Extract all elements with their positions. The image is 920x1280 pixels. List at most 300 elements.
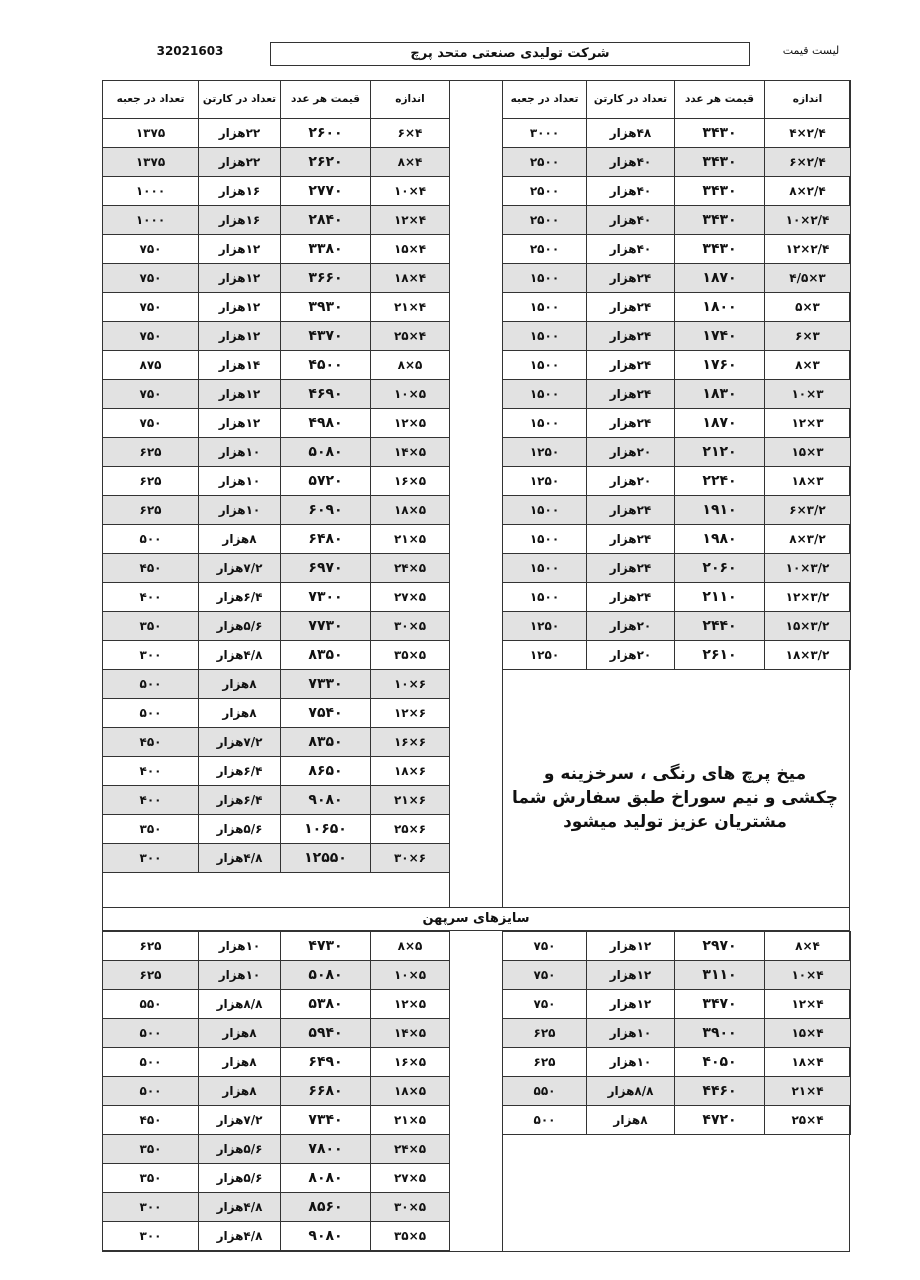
table-row — [103, 554, 450, 583]
cell-unit-price: ۴۷۲۰ — [675, 1106, 765, 1135]
cell-unit-price: ۲۱۱۰ — [675, 583, 765, 612]
table-row — [103, 786, 450, 815]
cell-box-qty: ۱۰۰۰ — [103, 177, 199, 206]
cell-size: ۵×۸ — [371, 351, 450, 380]
cell-size: ۳×۵ — [765, 293, 851, 322]
cell-unit-price: ۱۷۶۰ — [675, 351, 765, 380]
cell-carton-qty: ۶/۴هزار — [199, 786, 281, 815]
cell-size: ۵×۱۴ — [371, 438, 450, 467]
column-header-size: اندازه — [371, 81, 450, 119]
cell-box-qty: ۱۲۵۰ — [503, 438, 587, 467]
cell-carton-qty: ۸هزار — [199, 1077, 281, 1106]
column-header-box: تعداد در جعبه — [503, 81, 587, 119]
cell-carton-qty: ۴۰هزار — [587, 177, 675, 206]
table-row — [503, 177, 851, 206]
cell-size: ۳/۲×۱۲ — [765, 583, 851, 612]
table-row — [503, 932, 851, 961]
rivet-price-table-right — [502, 80, 851, 670]
cell-box-qty: ۳۰۰ — [103, 844, 199, 873]
note-line-3: مشتریان عزیز تولید میشود — [563, 812, 787, 832]
cell-box-qty: ۷۵۰ — [503, 961, 587, 990]
cell-box-qty: ۳۰۰ — [103, 1193, 199, 1222]
cell-size: ۴×۱۵ — [765, 1019, 851, 1048]
cell-unit-price: ۱۹۸۰ — [675, 525, 765, 554]
cell-carton-qty: ۱۰هزار — [199, 496, 281, 525]
cell-carton-qty: ۲۴هزار — [587, 351, 675, 380]
cell-box-qty: ۷۵۰ — [503, 932, 587, 961]
wide-head-price-table-left — [102, 931, 450, 1251]
cell-unit-price: ۱۸۳۰ — [675, 380, 765, 409]
cell-carton-qty: ۱۲هزار — [199, 380, 281, 409]
cell-unit-price: ۶۴۹۰ — [281, 1048, 371, 1077]
cell-size: ۴×۱۸ — [765, 1048, 851, 1077]
cell-box-qty: ۳۵۰ — [103, 815, 199, 844]
cell-size: ۶×۲۵ — [371, 815, 450, 844]
table-row — [103, 148, 450, 177]
cell-size: ۵×۱۰ — [371, 380, 450, 409]
cell-unit-price: ۴۵۰۰ — [281, 351, 371, 380]
cell-unit-price: ۳۶۶۰ — [281, 264, 371, 293]
cell-size: ۵×۱۰ — [371, 961, 450, 990]
cell-carton-qty: ۲۰هزار — [587, 438, 675, 467]
cell-box-qty: ۱۰۰۰ — [103, 206, 199, 235]
cell-carton-qty: ۸/۸هزار — [587, 1077, 675, 1106]
cell-unit-price: ۴۳۷۰ — [281, 322, 371, 351]
cell-carton-qty: ۲۴هزار — [587, 554, 675, 583]
cell-carton-qty: ۴۰هزار — [587, 235, 675, 264]
cell-box-qty: ۲۵۰۰ — [503, 206, 587, 235]
cell-unit-price: ۷۳۴۰ — [281, 1106, 371, 1135]
cell-size: ۴×۲۵ — [371, 322, 450, 351]
cell-carton-qty: ۱۲هزار — [199, 409, 281, 438]
table-row — [103, 438, 450, 467]
cell-carton-qty: ۵/۶هزار — [199, 1135, 281, 1164]
cell-box-qty: ۱۲۵۰ — [503, 467, 587, 496]
column-header-price: قیمت هر عدد — [281, 81, 371, 119]
cell-size: ۳/۲×۶ — [765, 496, 851, 525]
cell-size: ۴×۱۸ — [371, 264, 450, 293]
table-row — [103, 1077, 450, 1106]
cell-box-qty: ۲۵۰۰ — [503, 177, 587, 206]
cell-carton-qty: ۱۰هزار — [199, 961, 281, 990]
cell-size: ۳/۲×۸ — [765, 525, 851, 554]
cell-unit-price: ۳۴۳۰ — [675, 177, 765, 206]
cell-size: ۵×۳۰ — [371, 612, 450, 641]
column-header-price: قیمت هر عدد — [675, 81, 765, 119]
cell-size: ۵×۲۴ — [371, 554, 450, 583]
cell-size: ۵×۳۵ — [371, 1222, 450, 1251]
table-row — [103, 670, 450, 699]
cell-carton-qty: ۸هزار — [199, 1019, 281, 1048]
cell-carton-qty: ۸/۸هزار — [199, 990, 281, 1019]
cell-carton-qty: ۷/۲هزار — [199, 728, 281, 757]
cell-size: ۳×۴/۵ — [765, 264, 851, 293]
table-row — [103, 525, 450, 554]
cell-size: ۶×۱۲ — [371, 699, 450, 728]
cell-carton-qty: ۱۶هزار — [199, 206, 281, 235]
table-row — [503, 1106, 851, 1135]
cell-carton-qty: ۸هزار — [199, 699, 281, 728]
cell-unit-price: ۶۶۸۰ — [281, 1077, 371, 1106]
cell-box-qty: ۷۵۰ — [103, 380, 199, 409]
cell-carton-qty: ۱۲هزار — [587, 961, 675, 990]
cell-unit-price: ۲۴۴۰ — [675, 612, 765, 641]
cell-carton-qty: ۶/۴هزار — [199, 757, 281, 786]
table-row — [503, 119, 851, 148]
cell-size: ۳×۱۸ — [765, 467, 851, 496]
table-row — [503, 467, 851, 496]
cell-carton-qty: ۴/۸هزار — [199, 1222, 281, 1251]
cell-unit-price: ۵۳۸۰ — [281, 990, 371, 1019]
cell-unit-price: ۶۴۸۰ — [281, 525, 371, 554]
cell-size: ۴×۱۲ — [371, 206, 450, 235]
cell-carton-qty: ۴/۸هزار — [199, 1193, 281, 1222]
cell-size: ۴×۱۰ — [765, 961, 851, 990]
table-row — [503, 961, 851, 990]
cell-box-qty: ۶۲۵ — [103, 932, 199, 961]
wide-head-section-title: سایزهای سرپهن — [103, 907, 849, 931]
column-header-carton: تعداد در کارتن — [199, 81, 281, 119]
table-row — [503, 235, 851, 264]
cell-box-qty: ۱۵۰۰ — [503, 293, 587, 322]
cell-carton-qty: ۱۰هزار — [199, 438, 281, 467]
cell-box-qty: ۱۵۰۰ — [503, 264, 587, 293]
table-header-row — [103, 81, 450, 119]
table-row — [103, 641, 450, 670]
cell-carton-qty: ۱۰هزار — [199, 467, 281, 496]
table-row — [103, 699, 450, 728]
cell-box-qty: ۴۵۰ — [103, 728, 199, 757]
cell-carton-qty: ۲۲هزار — [199, 148, 281, 177]
cell-unit-price: ۶۹۷۰ — [281, 554, 371, 583]
cell-unit-price: ۷۷۳۰ — [281, 612, 371, 641]
cell-box-qty: ۱۲۵۰ — [503, 641, 587, 670]
cell-size: ۵×۱۴ — [371, 1019, 450, 1048]
cell-box-qty: ۴۰۰ — [103, 583, 199, 612]
table-row — [503, 409, 851, 438]
cell-box-qty: ۱۳۷۵ — [103, 119, 199, 148]
price-list-label: لیست قیمت — [782, 44, 840, 57]
table-row — [103, 467, 450, 496]
cell-size: ۵×۱۲ — [371, 990, 450, 1019]
cell-unit-price: ۳۴۳۰ — [675, 206, 765, 235]
cell-carton-qty: ۴۰هزار — [587, 148, 675, 177]
table-row — [103, 293, 450, 322]
table-row — [103, 119, 450, 148]
table-row — [503, 554, 851, 583]
cell-carton-qty: ۲۰هزار — [587, 641, 675, 670]
cell-carton-qty: ۱۰هزار — [587, 1048, 675, 1077]
cell-carton-qty: ۱۲هزار — [199, 322, 281, 351]
table-row — [503, 380, 851, 409]
cell-carton-qty: ۱۰هزار — [199, 932, 281, 961]
table-row — [503, 1077, 851, 1106]
cell-unit-price: ۹۰۸۰ — [281, 786, 371, 815]
cell-carton-qty: ۲۰هزار — [587, 467, 675, 496]
table-row — [103, 1164, 450, 1193]
table-row — [103, 932, 450, 961]
table-row — [103, 177, 450, 206]
cell-box-qty: ۵۰۰ — [103, 1077, 199, 1106]
cell-size: ۵×۱۶ — [371, 467, 450, 496]
cell-unit-price: ۹۰۸۰ — [281, 1222, 371, 1251]
cell-carton-qty: ۵/۶هزار — [199, 612, 281, 641]
cell-size: ۳×۱۲ — [765, 409, 851, 438]
cell-box-qty: ۳۰۰ — [103, 641, 199, 670]
cell-box-qty: ۱۵۰۰ — [503, 554, 587, 583]
table-row — [503, 1048, 851, 1077]
cell-size: ۲/۴×۸ — [765, 177, 851, 206]
cell-carton-qty: ۲۰هزار — [587, 612, 675, 641]
cell-carton-qty: ۲۲هزار — [199, 119, 281, 148]
table-row — [103, 1135, 450, 1164]
cell-unit-price: ۵۰۸۰ — [281, 961, 371, 990]
cell-carton-qty: ۴۰هزار — [587, 206, 675, 235]
cell-size: ۵×۲۴ — [371, 1135, 450, 1164]
cell-unit-price: ۴۰۵۰ — [675, 1048, 765, 1077]
cell-carton-qty: ۲۴هزار — [587, 525, 675, 554]
cell-carton-qty: ۸هزار — [199, 525, 281, 554]
cell-box-qty: ۴۵۰ — [103, 554, 199, 583]
cell-size: ۵×۲۷ — [371, 583, 450, 612]
table-row — [103, 322, 450, 351]
table-row — [103, 351, 450, 380]
cell-box-qty: ۳۵۰ — [103, 1135, 199, 1164]
table-row — [503, 1019, 851, 1048]
cell-carton-qty: ۷/۲هزار — [199, 554, 281, 583]
cell-unit-price: ۴۴۶۰ — [675, 1077, 765, 1106]
cell-box-qty: ۴۰۰ — [103, 786, 199, 815]
cell-unit-price: ۱۸۷۰ — [675, 264, 765, 293]
cell-size: ۶×۲۱ — [371, 786, 450, 815]
cell-unit-price: ۱۹۱۰ — [675, 496, 765, 525]
cell-unit-price: ۱۰۶۵۰ — [281, 815, 371, 844]
cell-unit-price: ۵۹۴۰ — [281, 1019, 371, 1048]
cell-box-qty: ۴۰۰ — [103, 757, 199, 786]
table-row — [103, 844, 450, 873]
cell-carton-qty: ۵/۶هزار — [199, 1164, 281, 1193]
cell-size: ۴×۱۰ — [371, 177, 450, 206]
cell-unit-price: ۲۷۷۰ — [281, 177, 371, 206]
column-header-box: تعداد در جعبه — [103, 81, 199, 119]
column-header-carton: تعداد در کارتن — [587, 81, 675, 119]
table-row — [103, 1048, 450, 1077]
cell-size: ۵×۸ — [371, 932, 450, 961]
cell-box-qty: ۴۵۰ — [103, 1106, 199, 1135]
cell-carton-qty: ۱۲هزار — [587, 932, 675, 961]
table-row — [103, 990, 450, 1019]
cell-box-qty: ۵۵۰ — [103, 990, 199, 1019]
table-row — [103, 1106, 450, 1135]
cell-box-qty: ۶۲۵ — [503, 1019, 587, 1048]
cell-size: ۳/۲×۱۸ — [765, 641, 851, 670]
cell-box-qty: ۵۰۰ — [103, 1048, 199, 1077]
cell-size: ۵×۱۶ — [371, 1048, 450, 1077]
cell-size: ۳×۱۰ — [765, 380, 851, 409]
table-header-row — [503, 81, 851, 119]
cell-box-qty: ۷۵۰ — [103, 293, 199, 322]
cell-box-qty: ۶۲۵ — [103, 467, 199, 496]
table-row — [103, 728, 450, 757]
cell-carton-qty: ۲۴هزار — [587, 409, 675, 438]
cell-size: ۵×۲۱ — [371, 525, 450, 554]
cell-carton-qty: ۸هزار — [199, 1048, 281, 1077]
cell-unit-price: ۸۳۵۰ — [281, 641, 371, 670]
cell-box-qty: ۷۵۰ — [103, 322, 199, 351]
cell-carton-qty: ۴/۸هزار — [199, 641, 281, 670]
cell-carton-qty: ۲۴هزار — [587, 380, 675, 409]
cell-box-qty: ۲۵۰۰ — [503, 235, 587, 264]
cell-unit-price: ۸۰۸۰ — [281, 1164, 371, 1193]
cell-size: ۵×۱۸ — [371, 1077, 450, 1106]
table-row — [503, 322, 851, 351]
cell-box-qty: ۵۰۰ — [103, 1019, 199, 1048]
cell-unit-price: ۲۹۷۰ — [675, 932, 765, 961]
cell-size: ۴×۶ — [371, 119, 450, 148]
cell-box-qty: ۷۵۰ — [103, 235, 199, 264]
cell-carton-qty: ۱۲هزار — [587, 990, 675, 1019]
cell-box-qty: ۶۲۵ — [503, 1048, 587, 1077]
cell-unit-price: ۷۳۳۰ — [281, 670, 371, 699]
note-line-2: چکشی و نیم سوراخ طبق سفارش شما — [512, 788, 838, 808]
table-row — [503, 351, 851, 380]
table-row — [503, 293, 851, 322]
cell-size: ۵×۱۸ — [371, 496, 450, 525]
cell-unit-price: ۲۱۲۰ — [675, 438, 765, 467]
cell-box-qty: ۳۵۰ — [103, 1164, 199, 1193]
cell-size: ۲/۴×۴ — [765, 119, 851, 148]
cell-box-qty: ۳۰۰۰ — [503, 119, 587, 148]
table-row — [103, 757, 450, 786]
wide-head-price-table-right — [502, 931, 851, 1135]
cell-box-qty: ۱۵۰۰ — [503, 380, 587, 409]
cell-size: ۶×۱۸ — [371, 757, 450, 786]
cell-unit-price: ۱۷۴۰ — [675, 322, 765, 351]
cell-box-qty: ۱۵۰۰ — [503, 409, 587, 438]
cell-unit-price: ۸۵۶۰ — [281, 1193, 371, 1222]
cell-unit-price: ۸۶۵۰ — [281, 757, 371, 786]
cell-unit-price: ۸۳۵۰ — [281, 728, 371, 757]
cell-carton-qty: ۲۴هزار — [587, 264, 675, 293]
cell-box-qty: ۱۵۰۰ — [503, 496, 587, 525]
cell-box-qty: ۱۵۰۰ — [503, 351, 587, 380]
cell-carton-qty: ۴/۸هزار — [199, 844, 281, 873]
cell-box-qty: ۶۲۵ — [103, 496, 199, 525]
table-row — [503, 612, 851, 641]
cell-carton-qty: ۵/۶هزار — [199, 815, 281, 844]
cell-carton-qty: ۱۴هزار — [199, 351, 281, 380]
cell-size: ۴×۲۱ — [371, 293, 450, 322]
cell-unit-price: ۳۱۱۰ — [675, 961, 765, 990]
cell-unit-price: ۵۰۸۰ — [281, 438, 371, 467]
cell-unit-price: ۲۸۴۰ — [281, 206, 371, 235]
cell-unit-price: ۴۷۳۰ — [281, 932, 371, 961]
table-row — [103, 380, 450, 409]
cell-unit-price: ۷۵۴۰ — [281, 699, 371, 728]
cell-box-qty: ۱۲۵۰ — [503, 612, 587, 641]
table-row — [503, 206, 851, 235]
cell-size: ۵×۱۲ — [371, 409, 450, 438]
cell-unit-price: ۳۳۸۰ — [281, 235, 371, 264]
cell-box-qty: ۵۰۰ — [103, 699, 199, 728]
cell-unit-price: ۳۹۰۰ — [675, 1019, 765, 1048]
cell-unit-price: ۳۴۳۰ — [675, 148, 765, 177]
cell-carton-qty: ۶/۴هزار — [199, 583, 281, 612]
cell-unit-price: ۱۸۷۰ — [675, 409, 765, 438]
cell-size: ۶×۳۰ — [371, 844, 450, 873]
cell-unit-price: ۳۹۳۰ — [281, 293, 371, 322]
cell-size: ۴×۲۵ — [765, 1106, 851, 1135]
cell-unit-price: ۲۶۲۰ — [281, 148, 371, 177]
cell-box-qty: ۱۵۰۰ — [503, 322, 587, 351]
cell-carton-qty: ۸هزار — [587, 1106, 675, 1135]
cell-carton-qty: ۲۴هزار — [587, 583, 675, 612]
table-row — [103, 206, 450, 235]
cell-carton-qty: ۲۴هزار — [587, 496, 675, 525]
cell-size: ۳×۱۵ — [765, 438, 851, 467]
cell-unit-price: ۱۸۰۰ — [675, 293, 765, 322]
cell-carton-qty: ۸هزار — [199, 670, 281, 699]
cell-box-qty: ۱۵۰۰ — [503, 525, 587, 554]
note-line-1: میخ پرچ های رنگی ، سرخزینه و — [543, 764, 807, 784]
cell-carton-qty: ۱۰هزار — [587, 1019, 675, 1048]
cell-size: ۵×۲۱ — [371, 1106, 450, 1135]
cell-box-qty: ۲۵۰۰ — [503, 148, 587, 177]
cell-box-qty: ۶۲۵ — [103, 961, 199, 990]
table-row — [103, 612, 450, 641]
table-row — [103, 583, 450, 612]
cell-unit-price: ۳۴۳۰ — [675, 235, 765, 264]
cell-carton-qty: ۱۲هزار — [199, 293, 281, 322]
table-row — [103, 815, 450, 844]
table-row — [103, 1193, 450, 1222]
cell-carton-qty: ۲۴هزار — [587, 322, 675, 351]
table-row — [503, 641, 851, 670]
cell-size: ۳/۲×۱۰ — [765, 554, 851, 583]
cell-size: ۲/۴×۱۰ — [765, 206, 851, 235]
table-row — [503, 148, 851, 177]
cell-box-qty: ۷۵۰ — [103, 409, 199, 438]
cell-unit-price: ۷۸۰۰ — [281, 1135, 371, 1164]
cell-size: ۳/۲×۱۵ — [765, 612, 851, 641]
cell-unit-price: ۵۷۲۰ — [281, 467, 371, 496]
cell-box-qty: ۳۰۰ — [103, 1222, 199, 1251]
cell-size: ۴×۱۲ — [765, 990, 851, 1019]
cell-size: ۳×۶ — [765, 322, 851, 351]
cell-size: ۵×۳۵ — [371, 641, 450, 670]
table-row — [103, 409, 450, 438]
cell-unit-price: ۲۰۶۰ — [675, 554, 765, 583]
document-code: 32021603 — [156, 44, 224, 58]
cell-box-qty: ۵۰۰ — [503, 1106, 587, 1135]
cell-unit-price: ۱۲۵۵۰ — [281, 844, 371, 873]
cell-size: ۴×۱۵ — [371, 235, 450, 264]
rivet-price-table-left — [102, 80, 450, 873]
cell-size: ۴×۲۱ — [765, 1077, 851, 1106]
table-row — [103, 496, 450, 525]
cell-unit-price: ۲۶۰۰ — [281, 119, 371, 148]
table-row — [103, 1222, 450, 1251]
cell-size: ۲/۴×۱۲ — [765, 235, 851, 264]
cell-unit-price: ۷۳۰۰ — [281, 583, 371, 612]
cell-size: ۶×۱۶ — [371, 728, 450, 757]
cell-unit-price: ۳۴۷۰ — [675, 990, 765, 1019]
cell-box-qty: ۵۰۰ — [103, 670, 199, 699]
cell-box-qty: ۵۵۰ — [503, 1077, 587, 1106]
column-header-size: اندازه — [765, 81, 851, 119]
cell-unit-price: ۲۶۱۰ — [675, 641, 765, 670]
table-row — [103, 961, 450, 990]
